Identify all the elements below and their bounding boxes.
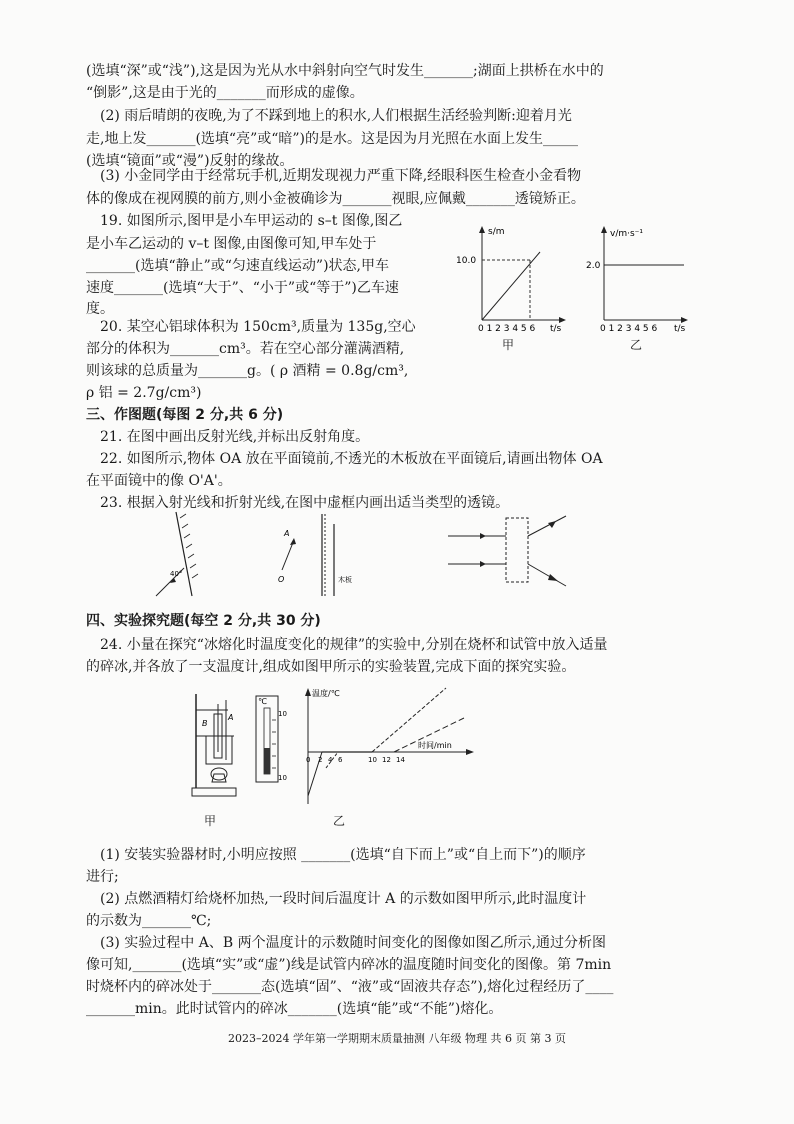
- text-line: 则该球的总质量为_______g。( ρ 酒精 = 0.8g/cm³,: [86, 363, 409, 379]
- text-line: 的示数为_______℃;: [86, 913, 212, 929]
- figure-24-yi-caption: 乙: [333, 814, 346, 828]
- figure-24-temp-graph: [298, 684, 488, 810]
- xtick: 0: [306, 756, 311, 764]
- yi-xlabel: t/s: [674, 324, 686, 334]
- text-line: (3) 小金同学由于经常玩手机,近期发现视力严重下降,经眼科医生检查小金看物: [100, 168, 582, 184]
- text-line: 在平面镜中的像 O'A'。: [86, 473, 232, 489]
- label-a: A: [228, 713, 234, 722]
- text-line: _______(选填“静止”或“匀速直线运动”)状态,甲车: [86, 258, 390, 274]
- figure-24-jia-caption: 甲: [204, 814, 217, 828]
- section-3-heading: 三、作图题(每图 2 分,共 6 分): [86, 407, 284, 423]
- label-b: B: [202, 719, 208, 728]
- figure-21-mirror: [150, 510, 200, 602]
- jia-ytick: 10.0: [456, 256, 477, 266]
- text-line: “倒影”,这是由于光的_______而形成的虚像。: [86, 85, 364, 101]
- text-line: 进行;: [86, 869, 119, 885]
- text-line: 像可知,_______(选填“实”或“虚”)线是试管内碎冰的温度随时间变化的图像。第 7min: [86, 957, 612, 973]
- text-line: 速度_______(选填“大于”、“小于”或“等于”)乙车速: [86, 280, 399, 296]
- text-line: (选填“深”或“浅”),这是因为光从水中斜射向空气时发生_______;湖面上拱桥在水中的: [86, 63, 604, 79]
- thermo-top: 10: [278, 710, 287, 718]
- yi-xticks: 0 1 2 3 4 5 6: [600, 324, 658, 334]
- jia-xticks: 0 1 2 3 4 5 6: [478, 324, 536, 334]
- yi-ytick: 2.0: [586, 261, 601, 271]
- text-line: 的碎冰,并各放了一支温度计,组成如图甲所示的实验装置,完成下面的探究实验。: [86, 659, 576, 675]
- figure-19-yi-caption: 乙: [630, 338, 643, 352]
- text-line: (3) 实验过程中 A、B 两个温度计的示数随时间变化的图像如图乙所示,通过分析图: [100, 935, 607, 951]
- jia-ylabel: s/m: [488, 227, 505, 237]
- yi-ylabel: v/m·s⁻¹: [610, 229, 644, 239]
- figure-19-yi-vt-graph: [586, 224, 700, 344]
- xtick: 12: [382, 756, 391, 764]
- text-line: 体的像成在视网膜的前方,则小金被确诊为_______视眼,应佩戴_______透镜矫正。: [86, 191, 585, 207]
- figure-23-lens-box: [444, 512, 574, 602]
- xtick: 6: [338, 756, 343, 764]
- question-19-text: 19. 如图所示,图甲是小车甲运动的 s–t 图像,图乙: [100, 213, 403, 229]
- text-line: (2) 雨后晴朗的夜晚,为了不踩到地上的积水,人们根据生活经验判断:迎着月光: [100, 108, 572, 124]
- graph-xlabel: 时间/min: [418, 741, 452, 750]
- point-a: A: [284, 529, 290, 538]
- text-line: ρ 铝 = 2.7g/cm³): [86, 385, 202, 401]
- figure-24-apparatus: [188, 690, 288, 808]
- text-line: (2) 点燃酒精灯给烧杯加热,一段时间后温度计 A 的示数如图甲所示,此时温度计: [100, 891, 587, 907]
- text-line: 部分的体积为_______cm³。若在空心部分灌满酒精,: [86, 341, 405, 357]
- xtick: 4: [328, 756, 333, 764]
- graph-ylabel: 温度/℃: [312, 689, 340, 698]
- figure-22-mirror-object: [276, 510, 366, 602]
- angle-label: 40°: [170, 570, 183, 578]
- text-line: (1) 安装实验器材时,小明应按照 _______(选填“自下而上”或“自上而下”)的顺序: [100, 847, 586, 863]
- text-line: 是小车乙运动的 v–t 图像,由图像可知,甲车处于: [86, 236, 377, 252]
- text-line: 走,地上发_______(选填“亮”或“暗”)的是水。这是因为月光照在水面上发生_____: [86, 131, 579, 147]
- jia-xlabel: t/s: [550, 324, 562, 334]
- figure-19-jia-st-graph: [456, 224, 568, 344]
- point-o: O: [278, 575, 285, 584]
- thermo-bottom: 10: [278, 774, 287, 782]
- xtick: 10: [368, 756, 377, 764]
- xtick: 2: [318, 756, 323, 764]
- question-22-text: 22. 如图所示,物体 OA 放在平面镜前,不透光的木板放在平面镜后,请画出物体 OA: [100, 451, 603, 467]
- text-line: 度。: [86, 301, 114, 317]
- question-24-text: 24. 小量在探究“冰熔化时温度变化的规律”的实验中,分别在烧杯和试管中放入适量: [100, 637, 608, 653]
- xtick: 14: [396, 756, 405, 764]
- figure-19-jia-caption: 甲: [502, 338, 515, 352]
- question-20-text: 20. 某空心铝球体积为 150cm³,质量为 135g,空心: [100, 319, 416, 335]
- text-line: 时烧杯内的碎冰处于_______态(选填“固”、“液”或“固液共存态”),熔化过程经历了____: [86, 979, 614, 995]
- question-21-text: 21. 在图中画出反射光线,并标出反射角度。: [100, 429, 370, 445]
- question-23-text: 23. 根据入射光线和折射光线,在图中虚框内画出适当类型的透镜。: [100, 495, 510, 511]
- thermo-unit: ℃: [258, 697, 267, 706]
- board-label: 木板: [338, 576, 352, 584]
- text-line: _______min。此时试管内的碎冰_______(选填“能”或“不能”)熔化。: [86, 1001, 503, 1017]
- text-line: (选填“镜面”或“漫”)反射的缘故。: [86, 153, 294, 169]
- page-footer: 2023–2024 学年第一学期期末质量抽测 八年级 物理 共 6 页 第 3 页: [228, 1032, 566, 1045]
- section-4-heading: 四、实验探究题(每空 2 分,共 30 分): [86, 613, 321, 629]
